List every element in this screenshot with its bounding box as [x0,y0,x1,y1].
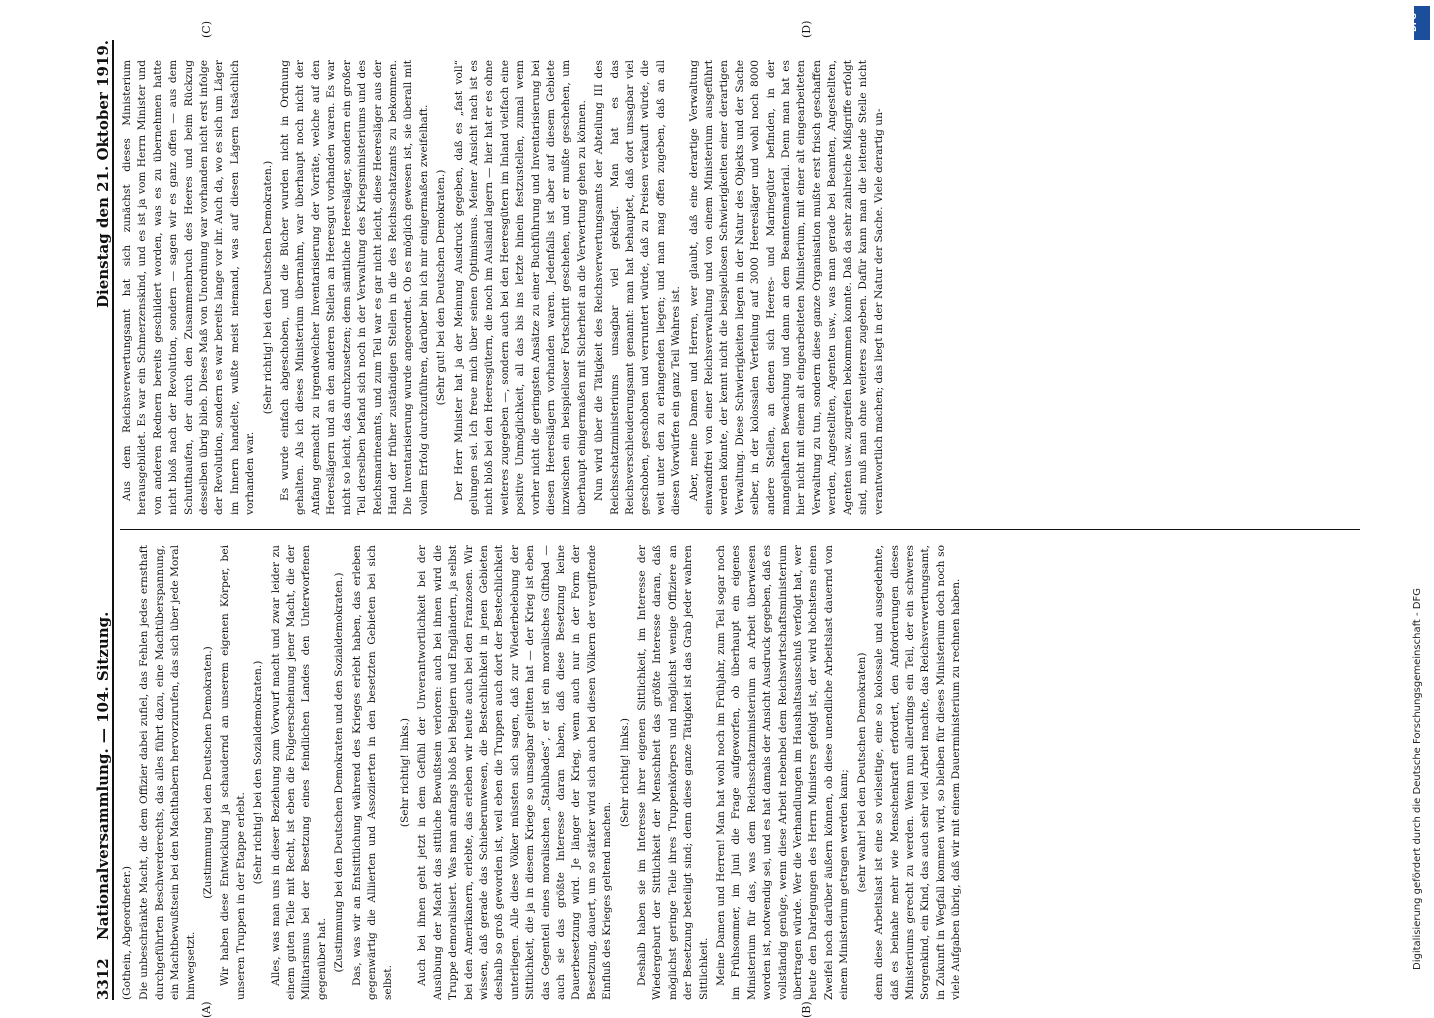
left_column-paragraph: Auch bei ihnen geht jetzt in dem Gefühl der Unverantwortlichkeit bei der Ausübung der Macht das sittliche Bewußtsein verloren: auch bei ihnen wird die Truppe demoralisiert. Was man anfangs bloß bei Belgiern und Engländern, ja selbst bei den Amerikanern, erlebte, das erleben wir heute auch bei den Franzosen. Wir wissen, daß gerade das Schieberunwesen, die Bestechlichkeit in jenen Gebieten deshalb so groß geworden ist, weil eben die Truppen auch dort der Bestechlichkeit unterliegen. Alle diese Völker müssten sich sagen, daß zur Wiederbelebung der Sittlichkeit, die ja in diesem Kriege so unsagbar gelitten hat — der Krieg ist eben das Gegenteil eines moralischen „Stahlbades“, er ist ein moralisches Giftbad — auch sie das größte Interesse daran haben, daß diese Besetzung keine Dauerbesetzung wird. Je länger der Krieg, wenn auch nur in der Form der Besetzung, dauert, um so stärker wird sich auch bei diesen Völkern der vergiftende Einfluß des Krieges geltend machen. [416,545,614,1000]
page-number: 3312 [94,958,112,1000]
dfg-logo: DFG [1414,6,1430,40]
left_column-paragraph: (Sehr richtig! bei den Sozialdemokraten.) [252,660,265,885]
left_column-paragraph: Wir haben diese Entwicklung ja schaudernd an unserem eigenen Körper, bei unseren Truppen in der Etappe erlebt. [219,545,247,1000]
digitization-note [1412,40,1428,970]
right_column-paragraph: Aber, meine Damen und Herren, wer glaubt, daß eine derartige Verwaltung einwandfrei von einer Reichsverwaltung und von einem Ministerium ausgeführt werden könnte, der kennt nicht die beispiellosen Schwierigkeiten einer derartigen Verwaltung. Diese Schwierigkeiten liegen in der Natur des Objekts und der Sache selber, in der kolossalen Verteilung auf 3000 Heeresläger und wohl noch 8000 andere Stellen, an denen sich Heeres- und Marinegüter befinden, in der mangelhaften Bewachung und dann an dem Beamtenmaterial. Denn man hat es hier nicht mit einem alt eingearbeiteten Ministerium, mit einer alt eingearbeiteten Verwaltung zu tun, sondern diese ganze Organisation mußte erst frisch geschaffen werden, Angestellten, Agenten usw., was man gerade bei Beamten, Angestellten, Agenten usw. zugreifen bekommen konnte. Daß da sehr zahlreiche Mißgriffe erfolgt sind, muß man ohne weiteres zugeben. Dafür kann man die leitende Stelle nicht verantwortlich machen; das liegt in der Natur der Sache. Viele derartig un- [687,60,885,515]
rotated-document [80,0,1420,1018]
left_column-paragraph: Deshalb haben sie im Interesse ihrer eigenen Sittlichkeit, im Interesse der Wiedergeburt der Sittlichkeit der Menschheit das größte Interesse daran, daß möglichst geringe Teile ihres Truppenkörpers und möglichst wenige Offiziere an der Besetzung beteiligt sind; denn diese ganze Tätigkeit ist das Grab jeder wahren Sittlichkeit. [636,545,710,1000]
right_column-paragraph: (Sehr gut! bei den Deutschen Demokraten.) [435,169,448,406]
right_column-paragraph: Der Herr Minister hat ja der Meinung Ausdruck gegeben, daß es „fast voll“ gelungen sei. Ich freue mich über seinen Optimismus. Meiner Ansicht nach ist es nicht bloß bei den Heeresgütern, die noch im Ausland lagern — hier hat er es ohne weiteres zugegeben —, sondern auch bei den Heeresgütern im Inland vielfach eine positive Unmöglichkeit, all das bis ins letzte hinein festzustellen, zumal wenn vorher nicht die geringsten Ansätze zu einer Buchführung und Inventarisierung bei diesen Heereslägern vorhanden waren. Jedenfalls ist aber auf diesem Gebiete inzwischen ein beispielloser Fortschritt geschehen, und er mußte geschehen, um überhaupt einigermaßen mit Sicherheit an die Verwertung gehen zu können. [452,60,588,515]
left_column-paragraph: Meine Damen und Herren! Man hat wohl noch im Frühjahr, zum Teil sogar noch im Frühsommer, im Juni die Frage aufgeworfen, ob überhaupt ein eigenes Ministerium für das, was dem Reichsschatzministerium an Arbeit überwiesen worden ist, notwendig sei, und es hat damals der Ansicht Ausdruck gegeben, daß es vollständig genüge, wenn diese Arbeit nebenbei dem Reichswirtschaftsministerium übertragen würde. Wer die Verhandlungen im Haushaltsausschuß verfolgt hat, wer heute den Darlegungen des Herrn Ministers gefolgt ist, der wird höchstens einen Zweifel noch darüber äußern können, ob diese unendliche Arbeitslast dauernd von einem Ministerium getragen werden kann; [715,545,851,1000]
margin-marker-a: (A) [200,1001,213,1018]
column-divider [120,529,1360,530]
left_column-paragraph: denn diese Arbeitslast ist eine so vielseitige, eine so kolossale und ausgedehnte, daß es beinahe mehr wie Menschenkraft erfordert, den Anforderungen dieses Ministeriums gerecht zu werden. Wenn nun allerdings ein Teil, der ein schweres Sorgenkind, ein Kind, das auch sehr viel Arbeit machte, das Reichsverwertungsamt, in Zukunft in Wegfall kommen wird, so bleiben für dieses Ministerium doch noch so viele Aufgaben übrig, daß wir mit einem Dauerministerium zu rechnen haben. [873,545,963,1000]
page-header [80,40,114,1000]
left_column-paragraph: (Gothein, Abgeordneter.) [121,866,133,1000]
left_column-paragraph: (Zustimmung bei den Deutschen Demokraten.) [202,646,215,899]
header-left-title: Nationalversammlung. — 104. Sitzung. [94,611,112,940]
left_column-paragraph: (Sehr richtig! links.) [398,717,411,828]
right_column-paragraph: Aus dem Reichsverwertungsamt hat sich zunächst dieses Ministerium herausgebildet. Es war ein Schmerzenskind, und es ist ja vom Herrn Minister und von anderen Rednern bereits geschildert worden, was es zu übernehmen hatte nicht bloß nach der Revolution, sondern — sagen wir es ganz offen — aus dem Schutthaufen, der durch den Zusammenbruch des Heeres und beim Rückzug desselben übrig blieb. Dieses Maß von Unordnung war vorhanden nicht erst infolge der Revolution, sondern es war bereits lange vor ihr. Auch da, wo es sich um Läger im Innern handelte, wußte meist niemand, was auf diesen Lägern tatsächlich vorhanden war. [121,60,257,515]
header-right-title: Dienstag den 21. Oktober 1919. [94,40,112,308]
right_column-paragraph: Es wurde einfach abgeschoben, und die Bücher wurden nicht in Ordnung gehalten. Als ich dieses Ministerium übernahm, war überhaupt noch nicht der Anfang gemacht zu irgendwelcher Inventarisierung der Vorräte, welche auf den Heereslägern und an den anderen Stellen an Heeresgut vorhanden waren. Es war nicht so leicht, das durchzusetzen; denn sämtliche Heeresläger, sondern ein großer Teil derselben befand sich noch in der Verwaltung des Kriegsministeriums und des Reichsmarineamts, und zum Teil war es gar nicht leicht, diese Heeresläger aus der Hand der früher zuständigen Stellen in die des Reichsschatzamts zu bekommen. Die Inventarisierung wurde angeordnet. Ob es möglich gewesen ist, sie überall mit vollem Erfolg durchzuführen, darüber bin ich mir einigermaßen zweifelhaft. [279,60,430,515]
margin-marker-c: (C) [200,21,213,38]
left_column-paragraph: (Sehr richtig! links.) [618,717,631,828]
left-text-column [120,545,1370,1000]
margin-marker-d: (D) [800,20,813,38]
left_column-paragraph: Das, was wir an Entsittlichung während des Krieges erlebt haben, das erleben gegenwärtig die Alliierten und Assoziierten in den besetzten Gebieten bei sich selbst. [350,545,394,1000]
left_column-paragraph: (Zustimmung bei den Deutschen Demokraten und den Sozialdemokraten.) [333,572,346,973]
right-text-column [120,60,1370,515]
digitization-note-text: Digitalisierung gefördert durch die Deutsche Forschungsgemeinschaft - DFG [1412,587,1423,970]
right_column-paragraph: Nun wird über die Tätigkeit des Reichsverwertungsamts der Abteilung III des Reichsschatzministeriums unsagbar viel geklagt. Man hat es das Reichsverschleuderungsamt genannt: man hat behauptet, daß dort unsagbar viel geschoben, geschoben und verruntert würde, daß zu Preisen verkauft würde, die weit unter den zu erlangenden liegen; und man mag offen zugeben, daß an all diesen Vorwürfen ein ganz Teil Wahres ist. [593,60,683,515]
right_column-paragraph: (Sehr richtig! bei den Deutschen Demokraten.) [261,160,274,415]
left_column-paragraph: Alles, was man uns in dieser Beziehung zum Vorwurf macht und zwar leider zu einem guten Teile mit Recht, ist eben die Folgeerscheinung jener Macht, die der Militarismus bei der Besetzung eines feindlichen Landes den Unterworfenen gegenüber hat. [269,545,328,1000]
margin-marker-b: (B) [800,1001,813,1018]
left_column-paragraph: (sehr wahr! bei den Deutschen Demokraten) [855,652,868,893]
left_column-paragraph: Die unbeschränkte Macht, die dem Offizier dabei zufiel, das Fehlen jedes ernsthaft durchgeführten Beschwerderechts, das alles führt dazu, eine Machtüberspannung, ein Machtbewußtsein bei den Machthabern hervorzurufen, das sich über jede Moral hinwegsetzt. [138,545,197,1000]
